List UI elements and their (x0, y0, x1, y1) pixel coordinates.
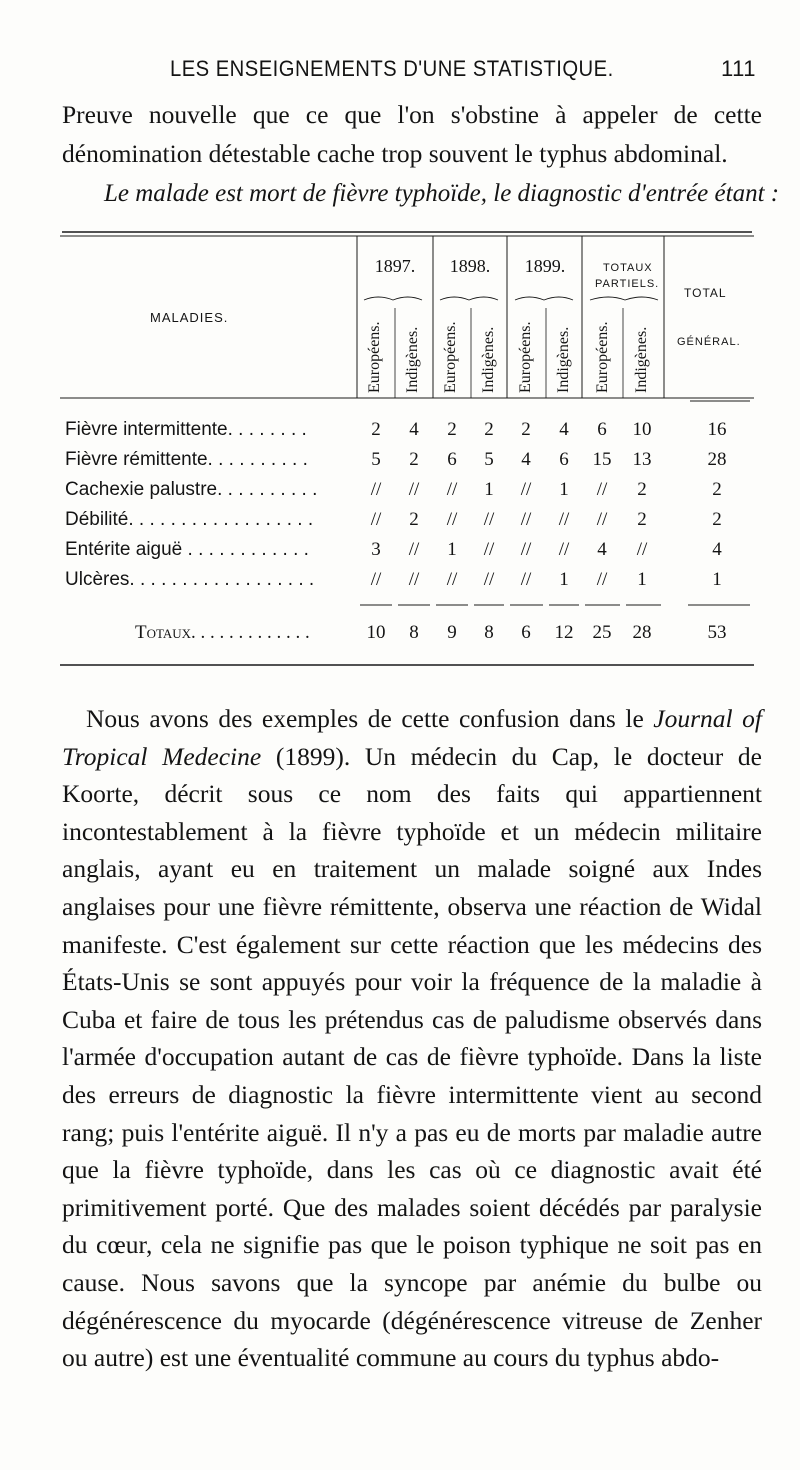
table-cell: 13 (632, 449, 652, 470)
running-header (60, 52, 760, 88)
table-cell: 1 (447, 539, 457, 560)
totals-cell: 6 (521, 622, 531, 643)
row-total: 4 (712, 539, 722, 560)
table-cell: 2 (447, 419, 457, 440)
table-cell: 2 (409, 449, 419, 470)
table-cell: 1 (559, 479, 569, 500)
table-cell: // (370, 479, 382, 500)
row-label: Entérite aiguë . . . . . . . . . . . . (65, 539, 309, 560)
subcol-europeens-1899: Européens. (517, 321, 534, 393)
table-cell: 1 (484, 479, 494, 500)
table-cell: // (558, 539, 570, 560)
table-cell: // (370, 509, 382, 530)
table-cell: 2 (371, 419, 381, 440)
statistics-table (60, 230, 754, 675)
subcol-europeens-1898: Européens. (442, 321, 459, 393)
row-total: 2 (712, 509, 722, 530)
totals-cell: 9 (447, 622, 457, 643)
table-cell: 10 (632, 419, 652, 440)
partiels-label: PARTIELS. (595, 278, 660, 290)
page-number: 111 (721, 56, 756, 81)
table-cell: 2 (521, 419, 531, 440)
row-label: Débilité. . . . . . . . . . . . . . . . . . (65, 509, 314, 530)
table-cell: 4 (597, 539, 607, 560)
table-cell: // (596, 509, 608, 530)
row-total: 28 (707, 449, 727, 470)
totaux-label: TOTAUX (603, 262, 653, 274)
table-cell: // (596, 479, 608, 500)
body-text-start: Nous avons des exemples de cette confusion dans le (86, 704, 654, 733)
table-cell: // (520, 539, 532, 560)
subcol-indigenes-totaux: Indigènes. (633, 326, 650, 393)
totals-cell: 10 (366, 622, 386, 643)
table-cell: // (408, 569, 420, 590)
totals-cell: 25 (592, 622, 612, 643)
table-cell: 4 (521, 449, 531, 470)
table-cell: 6 (559, 449, 569, 470)
table-cell: 5 (371, 449, 381, 470)
table-cell: 2 (484, 419, 494, 440)
table-cell: // (446, 509, 458, 530)
year-1897: 1897. (374, 256, 416, 276)
table-cell: // (446, 479, 458, 500)
body-paragraph (62, 700, 762, 1377)
subcol-indigenes-1898: Indigènes. (480, 326, 497, 393)
journal-title: Journal of Tropical Medecine (62, 704, 762, 771)
grand-total: 53 (707, 622, 727, 643)
totaux-row-label: Totaux. . . . . . . . . . . . . (135, 622, 310, 643)
row-total: 16 (707, 419, 727, 440)
table-cell: 15 (592, 449, 612, 470)
year-1898: 1898. (449, 256, 491, 276)
year-1899: 1899. (524, 256, 566, 276)
table-cell: 6 (447, 449, 457, 470)
subcol-europeens-1897: Européens. (366, 321, 383, 393)
maladies-header: MALADIES. (150, 310, 229, 325)
totals-cell: 8 (484, 622, 494, 643)
table-cell: 2 (409, 509, 419, 530)
table-cell: 3 (371, 539, 381, 560)
general-label: GÉNÉRAL. (677, 336, 741, 348)
table-cell: // (483, 539, 495, 560)
row-total: 2 (712, 479, 722, 500)
table-cell: 2 (637, 479, 647, 500)
row-label: Ulcères. . . . . . . . . . . . . . . . . . (65, 569, 315, 590)
intro-text: Preuve nouvelle que ce que l'on s'obstine à appeler de cette dénomination détestable cache trop souvent le typhus abdominal. (62, 100, 762, 168)
table-cell: 1 (637, 569, 647, 590)
table-cell: 1 (559, 569, 569, 590)
table-cell: 5 (484, 449, 494, 470)
table-cell: // (520, 479, 532, 500)
table-cell: // (446, 569, 458, 590)
totals-cell: 8 (409, 622, 419, 643)
table-cell: // (408, 479, 420, 500)
table-cell: 4 (559, 419, 569, 440)
table-cell: // (408, 539, 420, 560)
table-lead-sentence: Le malade est mort de fièvre typhoïde, le diagnostic d'entrée étant : (104, 180, 780, 207)
subcol-indigenes-1897: Indigènes. (404, 326, 421, 393)
subcol-europeens-totaux: Européens. (594, 321, 611, 393)
row-label: Cachexie palustre. . . . . . . . . . (65, 479, 318, 500)
table-cell: // (558, 509, 570, 530)
subcol-indigenes-1899: Indigènes. (555, 326, 572, 393)
row-label: Fièvre intermittente. . . . . . . . (65, 419, 307, 440)
table-cell: // (596, 569, 608, 590)
body-text-rest: (1899). Un médecin du Cap, le docteur de Koorte, décrit sous ce nom des faits qui appartiennent incontestablement à la fièvre typhoïde et un médecin militaire anglais, ayant eu en traitement un malade soigné aux Indes anglaises pour une fièvre rémittente, observa une réaction de Widal manifeste. C'est également sur cette réaction que les médecins des États-Unis se sont appuyés pour voir la fréquence de la maladie à Cuba et faire de tous les prétendus cas de paludisme observés dans l'armée d'occupation autant de cas de fièvre typhoïde. Dans la liste des erreurs de diagnostic la fièvre intermittente vient au second rang; puis l'entérite aiguë. Il n'y a pas eu de morts par maladie autre que la fièvre typhoïde, dans les cas où ce diagnostic avait été primitivement porté. Que des malades soient décédés par paralysie du cœur, cela ne signifie pas que le poison typhique ne soit pas en cause. Nous savons que la syncope par anémie du bulbe ou dégénérescence du myocarde (dégénérescence vitreuse de Zenher ou autre) est une éventualité commune au cours du typhus abdo- (62, 741, 762, 1373)
table-cell: 6 (597, 419, 607, 440)
table-cell: // (483, 509, 495, 530)
table-cell: // (520, 569, 532, 590)
total-label: TOTAL (684, 286, 727, 300)
row-label: Fièvre rémittente. . . . . . . . . . (65, 449, 308, 470)
table-cell: // (636, 539, 648, 560)
table-cell: 4 (409, 419, 419, 440)
table-cell: // (483, 569, 495, 590)
row-total: 1 (712, 569, 722, 590)
totals-cell: 12 (554, 622, 574, 643)
intro-paragraph (62, 95, 762, 173)
running-title: LES ENSEIGNEMENTS D'UNE STATISTIQUE. (170, 56, 614, 81)
table-cell: 2 (637, 509, 647, 530)
table-cell: // (370, 569, 382, 590)
table-cell: // (520, 509, 532, 530)
totals-cell: 28 (632, 622, 652, 643)
